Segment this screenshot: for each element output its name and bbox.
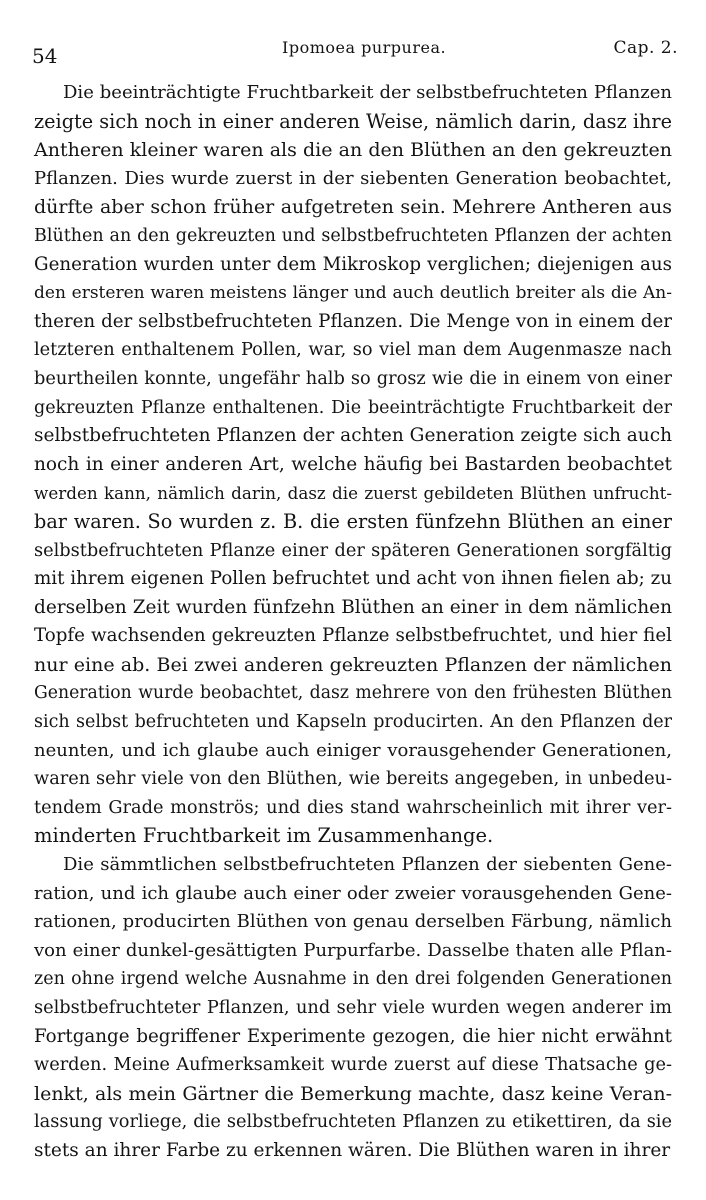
- text-line: waren sehr viele von den Blüthen, wie bereits angegeben, in unbedeu-: [34, 769, 672, 790]
- page-number: 54: [32, 44, 58, 68]
- text-line: Generation wurde beobachtet, dasz mehrere von den frühesten Blüthen: [34, 683, 672, 704]
- text-line: stets an ihrer Farbe zu erkennen wären. Die Blüthen waren in ihrer: [34, 1139, 671, 1161]
- text-line: nur eine ab. Bei zwei anderen gekreuzten Pflanzen der nämlichen: [34, 653, 672, 676]
- text-line: zeigte sich noch in einer anderen Weise, nämlich darin, dasz ihre: [34, 109, 672, 133]
- text-line: derselben Zeit wurden fünfzehn Blüthen an einer in dem nämlichen: [34, 596, 672, 618]
- text-line: dürfte aber schon früher aufgetreten sein. Mehrere Antheren aus: [34, 196, 672, 219]
- text-line: beurtheilen konnte, ungefähr halb so grosz wie die in einem von einer: [34, 368, 672, 389]
- text-line: minderten Fruchtbarkeit im Zusammenhange.: [34, 824, 494, 848]
- text-line: ration, und ich glaube auch einer oder zweier vorausgehenden Gene-: [34, 882, 672, 904]
- text-line: neunten, und ich glaube auch einiger vorausgehender Generationen,: [34, 739, 672, 761]
- text-line: theren der selbstbefruchteten Pflanzen. Die Menge von in einem der: [34, 310, 672, 332]
- text-line: Die sämmtlichen selbstbefruchteten Pflanzen der siebenten Gene-: [63, 854, 672, 876]
- text-line: selbstbefruchteten Pflanze einer der späteren Generationen sorgfältig: [34, 540, 672, 561]
- text-line: werden kann, nämlich darin, dasz die zuerst gebildeten Blüthen unfrucht-: [34, 483, 672, 504]
- text-line: lenkt, als mein Gärtner die Bemerkung machte, dasz keine Veran-: [34, 1082, 672, 1105]
- paragraph: [34, 79, 672, 851]
- text-line: rationen, producirten Blüthen von genau derselben Färbung, nämlich: [34, 911, 672, 933]
- text-line: noch in einer anderen Art, welche häufig bei Bastarden beobachtet: [34, 453, 672, 475]
- text-line: bar waren. So wurden z. B. die ersten fünfzehn Blüthen an einer: [34, 509, 672, 533]
- text-line: selbstbefruchteten Pflanzen der achten Generation zeigte sich auch: [34, 425, 672, 447]
- text-line: letzteren enthaltenem Pollen, war, so viel man dem Augenmasze nach: [34, 340, 672, 361]
- text-line: Die beeinträchtigte Fruchtbarkeit der selbstbefruchteten Pflanzen: [63, 82, 672, 103]
- running-header: [32, 38, 678, 66]
- text-line: sich selbst befruchteten und Kapseln producirten. An den Pflanzen der: [34, 712, 672, 733]
- text-line: von einer dunkel-gesättigten Purpurfarbe. Dasselbe thaten alle Pflan-: [34, 939, 672, 961]
- text-line: Generation wurden unter dem Mikroskop verglichen; diejenigen aus: [34, 253, 672, 275]
- text-line: Topfe wachsenden gekreuzten Pflanze selbstbefruchtet, und hier fiel: [34, 625, 672, 647]
- text-line: Antheren kleiner waren als die an den Blüthen an den gekreuzten: [34, 139, 672, 162]
- text-line: lassung vorliege, die selbstbefruchteten Pflanzen zu etikettiren, da sie: [34, 1112, 672, 1133]
- running-title: Ipomoea purpurea.: [282, 38, 447, 57]
- text-line: mit ihrem eigenen Pollen befruchtet und acht von ihnen fielen ab; zu: [34, 568, 672, 590]
- text-line: gekreuzten Pflanze enthaltenen. Die beeinträchtigte Fruchtbarkeit der: [34, 397, 672, 418]
- text-line: den ersteren waren meistens länger und auch deutlich breiter als die An-: [34, 283, 672, 304]
- text-line: Fortgange begriffener Experimente gezogen, die hier nicht erwähnt: [34, 1025, 672, 1047]
- body-text: [34, 79, 672, 1166]
- text-line: tendem Grade monströs; und dies stand wahrscheinlich mit ihrer ver-: [34, 797, 672, 818]
- text-line: werden. Meine Aufmerksamkeit wurde zuerst auf diese Thatsache ge-: [34, 1055, 672, 1076]
- text-line: selbstbefruchteter Pflanzen, und sehr viele wurden wegen anderer im: [34, 998, 672, 1018]
- text-line: Pflanzen. Dies wurde zuerst in der siebenten Generation beobachtet,: [34, 167, 672, 189]
- text-line: zen ohne irgend welche Ausnahme in den drei folgenden Generationen: [34, 969, 672, 990]
- text-line: Blüthen an den gekreuzten und selbstbefruchteten Pflanzen der achten: [34, 225, 672, 246]
- paragraph: [34, 851, 672, 1166]
- chapter-label: Cap. 2.: [613, 38, 678, 58]
